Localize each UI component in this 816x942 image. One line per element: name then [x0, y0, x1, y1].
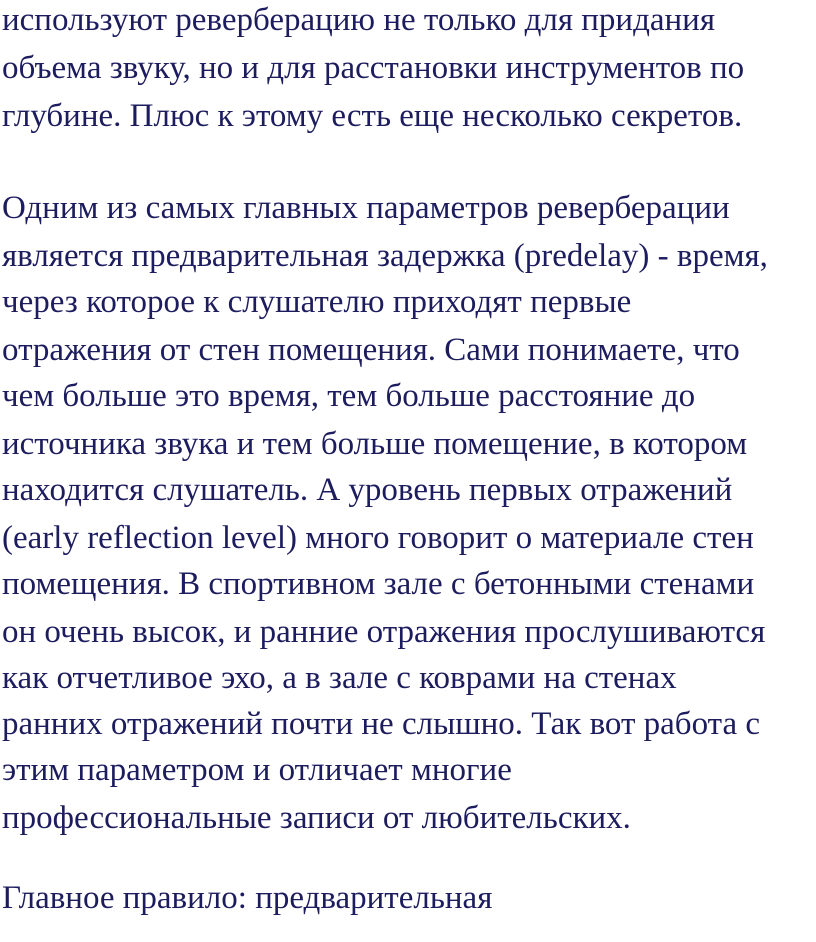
text-line: отражения от стен помещения. Сами понимаете, что — [2, 332, 740, 368]
text-line: как отчетливое эхо, а в зале с коврами на стенах — [2, 660, 677, 696]
text-line: чем больше это время, тем больше расстояние до — [2, 378, 696, 414]
text-line: находится слушатель. А уровень первых отражений — [2, 472, 733, 508]
text-line: через которое к слушателю приходят первые — [2, 284, 632, 320]
text-line: источника звука и тем больше помещение, в котором — [2, 426, 748, 462]
text-line: Главное правило: предварительная — [2, 880, 493, 916]
text-line: помещения. В спортивном зале с бетонными стенами — [2, 566, 755, 602]
text-line: этим параметром и отличает многие — [2, 752, 512, 788]
text-line: глубине. Плюс к этому есть еще несколько секретов. — [2, 98, 743, 134]
text-line: он очень высок, и ранние отражения прослушиваются — [2, 614, 766, 650]
text-line: (early reflection level) много говорит о материале стен — [2, 520, 754, 556]
text-line: является предварительная задержка (predelay) - время, — [2, 238, 768, 274]
text-line: используют реверберацию не только для придания — [2, 2, 716, 38]
text-line: профессиональные записи от любительских. — [2, 800, 631, 836]
text-line: ранних отражений почти не слышно. Так вот работа с — [2, 706, 761, 742]
text-line: Одним из самых главных параметров реверберации — [2, 190, 730, 226]
text-line: объема звуку, но и для расстановки инструментов по — [2, 50, 745, 86]
